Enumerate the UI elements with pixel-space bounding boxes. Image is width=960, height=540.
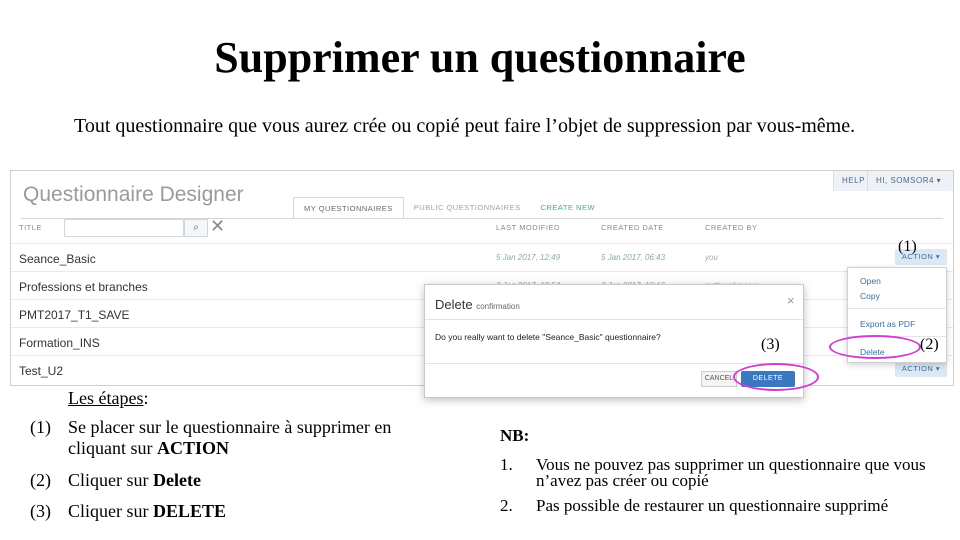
menu-item-export-pdf[interactable]: Export as PDF — [860, 319, 916, 329]
help-button[interactable]: HELP — [833, 171, 873, 191]
row-title[interactable]: Professions et branches — [19, 280, 148, 294]
col-last-modified: LAST MODIFIED — [496, 223, 560, 232]
row-created: 5 Jan 2017, 06:43 — [601, 253, 666, 262]
dialog-title — [435, 297, 520, 312]
step-text: Cliquer sur DELETE — [68, 501, 227, 521]
steps-heading: Les étapes: — [68, 388, 149, 408]
step-text: Cliquer sur Delete — [68, 470, 201, 490]
row-title[interactable]: Seance_Basic — [19, 252, 96, 266]
menu-item-delete[interactable]: Delete — [860, 347, 885, 357]
col-title: TITLE — [19, 223, 42, 232]
step-number: (3) — [30, 501, 51, 521]
dialog-title-text: Delete — [435, 297, 473, 312]
highlight-oval — [733, 363, 819, 391]
nb-text: Pas possible de restaurer un questionnaire supprimé — [536, 496, 889, 515]
tab-my-questionnaires[interactable]: MY QUESTIONNAIRES — [293, 197, 404, 219]
close-icon[interactable]: × — [787, 293, 795, 308]
user-menu-button[interactable]: HI, SOMSOR4 ▾ — [867, 171, 954, 191]
annotation-3: (3) — [761, 336, 780, 353]
confirm-delete-button[interactable]: DELETE — [741, 371, 795, 387]
clear-icon[interactable]: ✕ — [210, 216, 226, 236]
tab-public-questionnaires[interactable]: PUBLIC QUESTIONNAIRES — [413, 203, 521, 212]
row-title[interactable]: Test_U2 — [19, 364, 64, 378]
dialog-subtitle: confirmation — [476, 302, 520, 311]
dialog-divider — [425, 363, 803, 364]
col-created-date: CREATED DATE — [601, 223, 664, 232]
menu-divider — [848, 308, 946, 309]
step-number: (1) — [30, 417, 51, 437]
action-button[interactable]: ACTION ▾ — [895, 361, 947, 377]
nb-text: Vous ne pouvez pas supprimer un questionnaire que vous n’avez pas créer ou copié — [536, 455, 926, 490]
row-title[interactable]: PMT2017_T1_SAVE — [19, 308, 130, 322]
step-number: (2) — [30, 470, 51, 490]
slide-title: Supprimer un questionnaire — [214, 33, 746, 82]
row-modified: 5 Jan 2017, 12:49 — [496, 253, 561, 262]
action-button[interactable]: ACTION ▾ — [895, 249, 947, 265]
tab-create-new[interactable]: CREATE NEW — [540, 203, 596, 212]
annotation-2: (2) — [920, 336, 939, 353]
col-created-by: CREATED BY — [705, 223, 758, 232]
step-text: Se placer sur le questionnaire à supprimer en cliquant sur ACTION — [68, 417, 392, 458]
app-title: Questionnaire Designer — [23, 183, 244, 206]
menu-item-copy[interactable]: Copy — [860, 291, 880, 301]
nb-number: 1. — [500, 455, 513, 474]
annotation-1: (1) — [898, 238, 917, 255]
nb-number: 2. — [500, 496, 513, 515]
search-icon[interactable]: ⌕ — [184, 219, 208, 237]
cancel-button[interactable]: CANCEL — [701, 371, 737, 387]
tab-bar — [293, 197, 605, 219]
dialog-question: Do you really want to delete "Seance_Basic" questionnaire? — [435, 332, 661, 342]
search-input[interactable] — [64, 219, 184, 237]
intro-text: Tout questionnaire que vous aurez crée ou copié peut faire l’objet de suppression par vous-même. — [74, 115, 856, 137]
row-title[interactable]: Formation_INS — [19, 336, 100, 350]
menu-item-open[interactable]: Open — [860, 276, 881, 286]
highlight-oval — [829, 335, 921, 359]
row-created-by: you — [705, 253, 718, 262]
dialog-divider — [425, 319, 803, 320]
nb-heading: NB: — [500, 426, 530, 445]
table-row[interactable] — [11, 243, 953, 271]
